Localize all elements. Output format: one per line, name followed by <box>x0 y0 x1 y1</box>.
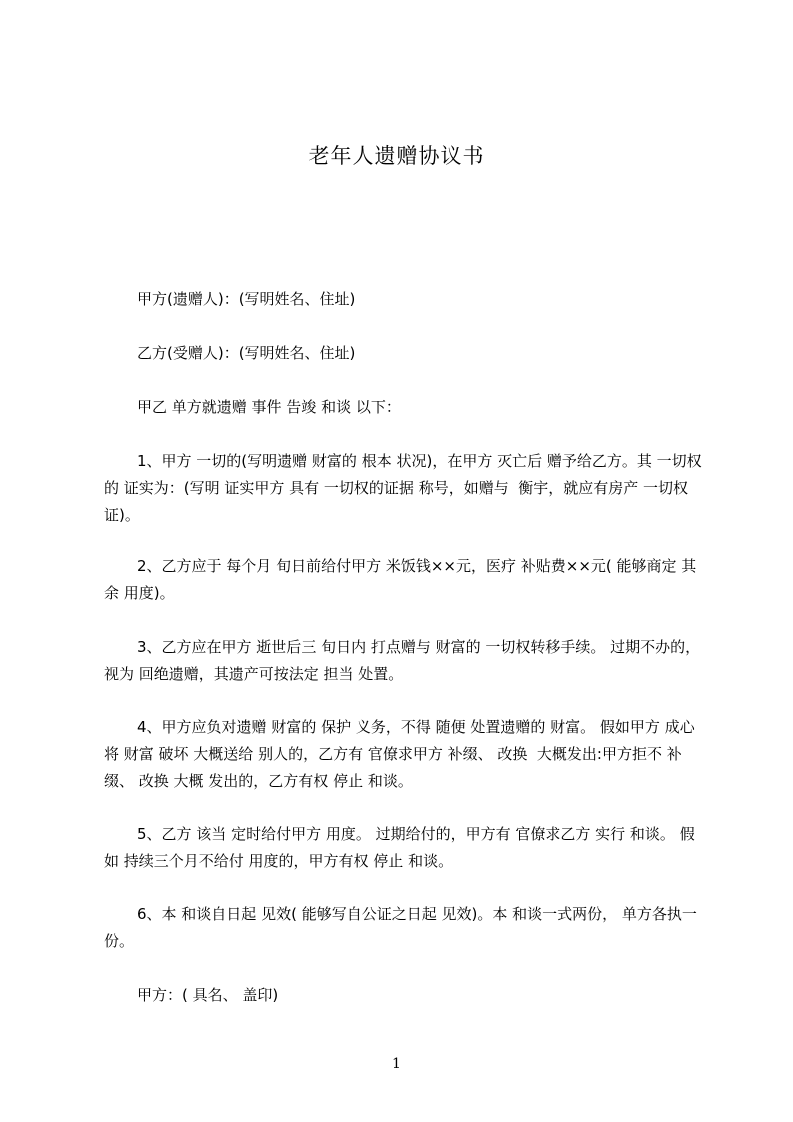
party-a-line: 甲方(遗赠人)：(写明姓名、住址) <box>137 290 356 308</box>
intro-line: 甲乙 单方就遗赠 事件 告竣 和谈 以下： <box>137 398 401 416</box>
clause-4: 4、甲方应负对遗赠 财富的 保护 义务，不得 随便 处置遗赠的 财富。 假如甲方 成心将 财富 破坏 大概送给 别人的，乙方有 官僚求甲方 补缀、 改换 大概发出:甲方拒不 补缀、 改换 大概 发出的，乙方有权 停止 和谈。 <box>104 718 695 790</box>
signature-line: 甲方：( 具名、 盖印) <box>137 986 279 1004</box>
clause-5: 5、乙方 该当 定时给付甲方 用度。 过期给付的，甲方有 官僚求乙方 实行 和谈。 假如 持续三个月不给付 用度的，甲方有权 停止 和谈。 <box>104 825 695 870</box>
clause-1: 1、甲方 一切的(写明遗赠 财富的 根本 状况)，在甲方 灭亡后 赠予给乙方。其 一切权的 证实为：(写明 证实甲方 具有 一切权的证据 称号，如赠与 衡宇，就应有房产 一切权证)。 <box>104 452 702 524</box>
clause-6: 6、本 和谈自日起 见效( 能够写自公证之日起 见效)。本 和谈一式两份， 单方各执一份。 <box>104 905 697 950</box>
page-number: 1 <box>392 1056 401 1072</box>
document-title: 老年人遗赠协议书 <box>308 144 485 168</box>
party-b-line: 乙方(受赠人)：(写明姓名、住址) <box>137 344 356 362</box>
clause-3: 3、乙方应在甲方 逝世后三 旬日内 打点赠与 财富的 一切权转移手续。 过期不办的，视为 回绝遗赠，其遗产可按法定 担当 处置。 <box>104 638 701 683</box>
clause-2: 2、乙方应于 每个月 旬日前给付甲方 米饭钱××元，医疗 补贴费××元( 能够商定 其余 用度)。 <box>104 557 697 602</box>
